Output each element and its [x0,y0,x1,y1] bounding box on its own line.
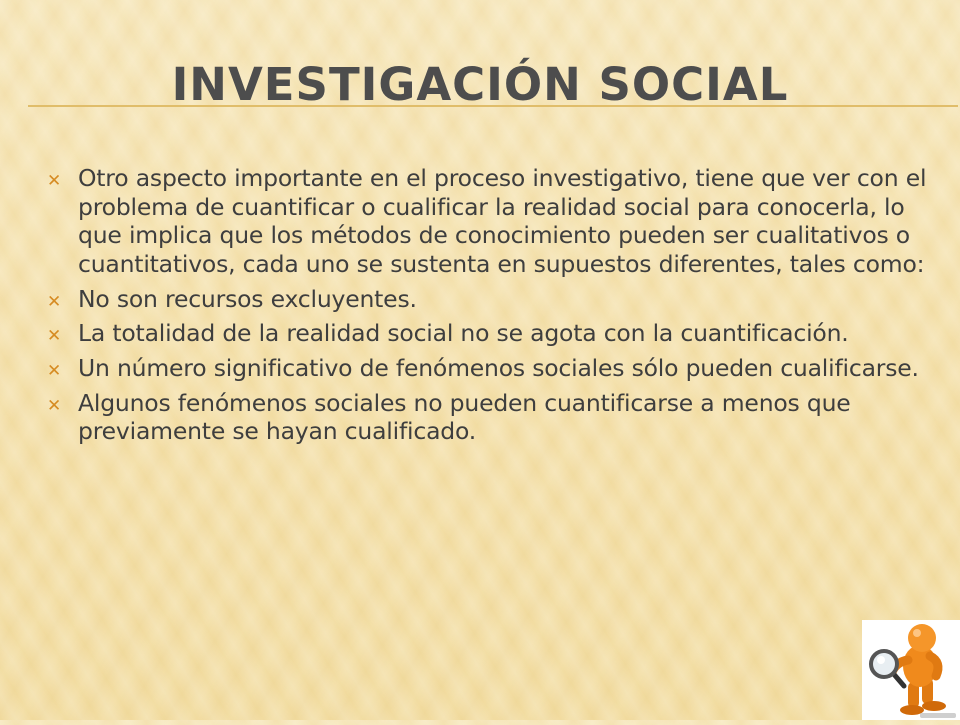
x-mark-icon: ✕ [47,395,62,416]
bullet-text: La totalidad de la realidad social no se agota con la cuantificación. [78,319,849,348]
x-mark-icon: ✕ [47,360,62,381]
bullet-item [44,389,944,446]
bullet-item [44,354,944,383]
x-mark-icon: ✕ [47,171,62,191]
x-mark-icon: ✕ [47,291,62,312]
bullet-text: Un número significativo de fenómenos sociales sólo pueden cualificarse. [78,353,919,382]
bullet-text: Otro aspecto importante en el proceso investigativo, tiene que ver con el problema de cuantificar o cualificar la realidad social para conocerla, lo que implica que los métodos de conocimiento pueden ser cualitativos o cuantitativos, cada uno se sustenta en supuestos diferentes, tales como: [78,164,927,278]
bullet-text: No son recursos excluyentes. [78,284,417,313]
bullet-item [44,164,944,279]
x-mark-icon: ✕ [47,326,62,347]
bullet-list [44,164,944,452]
bullet-item [44,285,944,314]
slide-title: INVESTIGACIÓN SOCIAL [171,58,789,111]
magnifying-glass-figure-icon [862,620,960,720]
bullet-item [44,319,944,348]
bullet-text: Algunos fenómenos sociales no pueden cuantificarse a menos que previamente se hayan cualificado. [78,388,851,446]
